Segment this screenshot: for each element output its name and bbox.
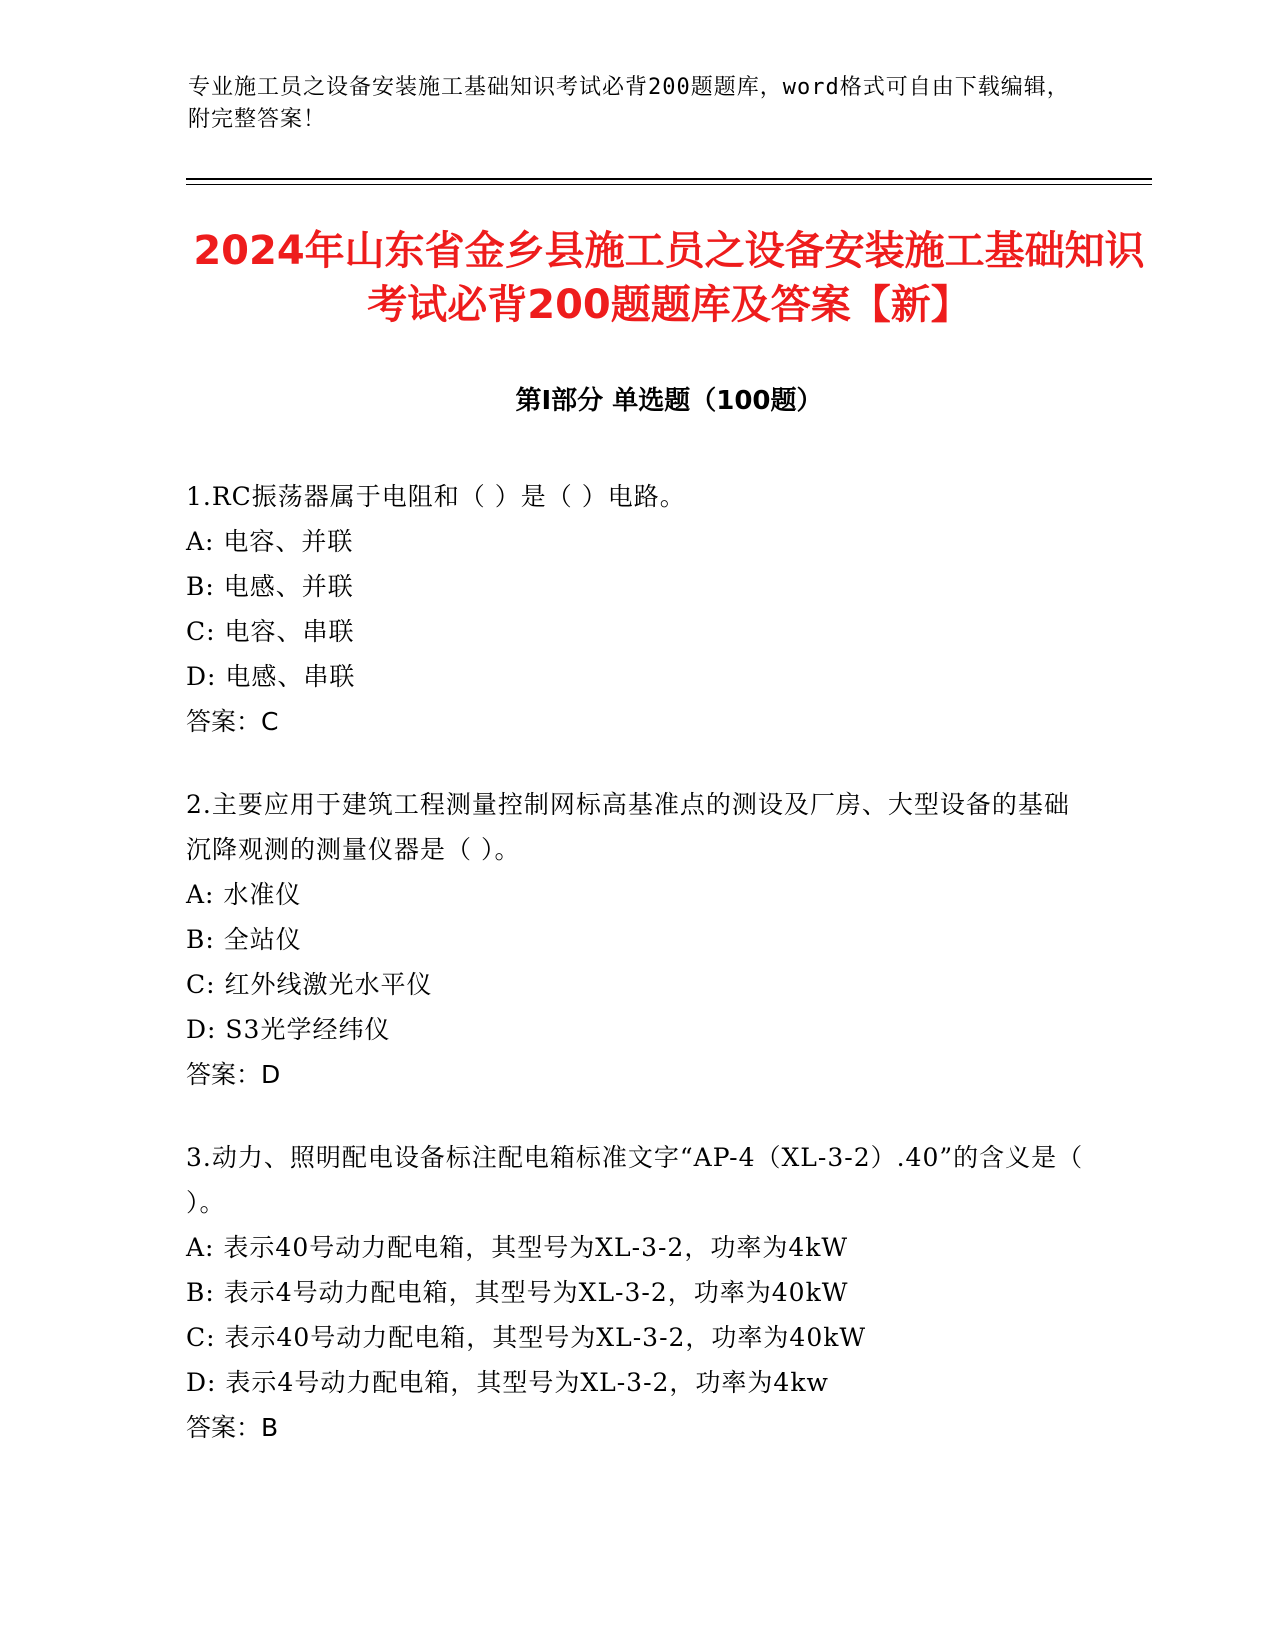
option-c: C: 表示40号动力配电箱，其型号为XL-3-2，功率为40kW — [186, 1323, 867, 1352]
question-2 — [186, 782, 1086, 1097]
header-note: 专业施工员之设备安装施工基础知识考试必背200题题库，word格式可自由下载编辑，附完整答案！ — [188, 75, 1070, 132]
option-c: C: 电容、串联 — [186, 617, 355, 646]
option-b: B: 电感、并联 — [186, 572, 354, 601]
option-a: A: 水准仪 — [186, 880, 302, 909]
question-3 — [186, 1135, 1086, 1450]
question-list — [186, 474, 1086, 1488]
question-1 — [186, 474, 1086, 744]
question-stem: 2.主要应用于建筑工程测量控制网标高基准点的测设及厂房、大型设备的基础沉降观测的测量仪器是（ ）。 — [186, 790, 1070, 864]
option-d: D: 电感、串联 — [186, 662, 356, 691]
header-rule-thick — [186, 178, 1152, 180]
answer: 答案：D — [186, 1060, 281, 1089]
answer: 答案：B — [186, 1413, 279, 1442]
header-rule-thin — [186, 184, 1152, 185]
option-b: B: 表示4号动力配电箱，其型号为XL-3-2，功率为40kW — [186, 1278, 849, 1307]
question-stem: 1.RC振荡器属于电阻和（ ）是（ ）电路。 — [186, 482, 686, 511]
option-c: C: 红外线激光水平仪 — [186, 970, 433, 999]
question-stem: 3.动力、照明配电设备标注配电箱标准文字“AP-4（XL-3-2）.40”的含义是（ ）。 — [186, 1143, 1084, 1217]
option-a: A: 电容、并联 — [186, 527, 354, 556]
section-title: 第Ⅰ部分 单选题（100题） — [515, 386, 823, 416]
answer: 答案：C — [186, 707, 279, 736]
option-a: A: 表示40号动力配电箱，其型号为XL-3-2，功率为4kW — [186, 1233, 849, 1262]
option-d: D: 表示4号动力配电箱，其型号为XL-3-2，功率为4kw — [186, 1368, 829, 1397]
option-d: D: S3光学经纬仪 — [186, 1015, 391, 1044]
option-b: B: 全站仪 — [186, 925, 302, 954]
document-title: 2024年山东省金乡县施工员之设备安装施工基础知识考试必背200题题库及答案【新】 — [193, 228, 1145, 328]
